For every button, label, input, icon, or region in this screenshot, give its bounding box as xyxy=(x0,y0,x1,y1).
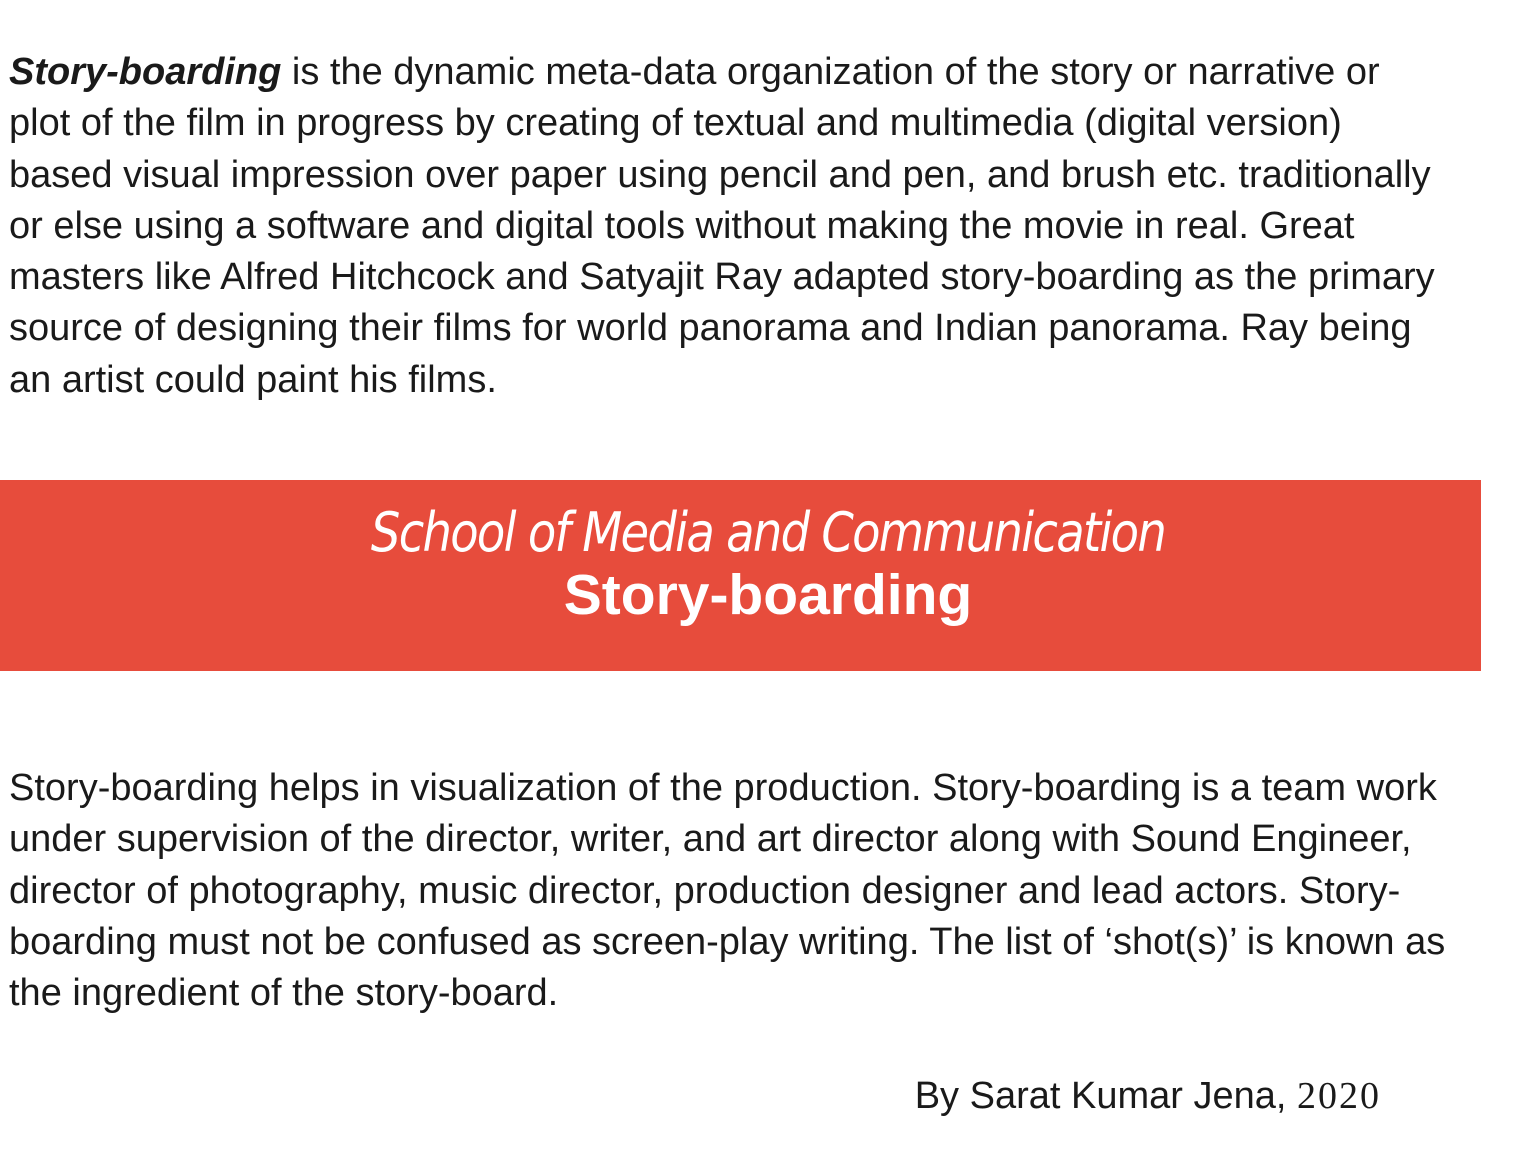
intro-paragraph xyxy=(9,47,1449,406)
intro-text: is the dynamic meta-data organization of the story or narrative or plot of the film in progress by creating of textual and multimedia (digital version) based visual impression over paper using pencil and pen, and brush etc. traditionally or else using a software and digital tools without making the movie in real. Great masters like Alfred Hitchcock and Satyajit Ray adapted story-boarding as the primary source of designing their films for world panorama and Indian panorama. Ray being an artist could paint his films. xyxy=(9,51,1435,401)
banner-school-name: School of Media and Communication xyxy=(370,501,1166,564)
byline xyxy=(915,1071,1381,1122)
intro-term: Story-boarding xyxy=(9,51,282,93)
banner-title: Story-boarding xyxy=(563,563,973,627)
body-paragraph: Story-boarding helps in visualization of the production. Story-boarding is a team work under supervision of the director, writer, and art director along with Sound Engineer, director of photography, music director, production designer and lead actors. Story-boarding must not be confused as screen-play writing. The list of ‘shot(s)’ is known as the ingredient of the story-board. xyxy=(9,767,1446,1015)
byline-author: By Sarat Kumar Jena, xyxy=(914,1075,1287,1117)
byline-year: 2020 xyxy=(1297,1075,1381,1117)
